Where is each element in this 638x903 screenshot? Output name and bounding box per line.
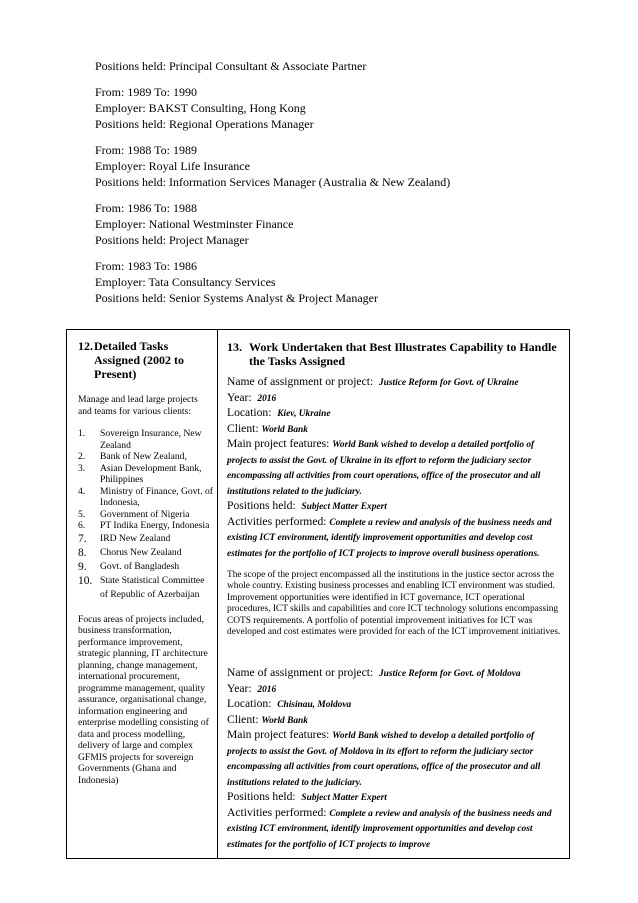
- employer-line: Employer: BAKST Consulting, Hong Kong: [95, 101, 306, 115]
- list-item: 9. Govt. of Bangladesh: [78, 560, 180, 573]
- client-list: [78, 428, 213, 602]
- positions-row: Positions held: Subject Matter Expert: [227, 790, 387, 804]
- project-entry: [227, 666, 563, 852]
- employment-history: [95, 58, 615, 316]
- history-block: [95, 200, 615, 248]
- employer-line: Employer: National Westminster Finance: [95, 217, 294, 231]
- assignment-name-row: Name of assignment or project: Justice Reform for Govt. of Ukraine: [227, 375, 519, 388]
- location-row: Location: Chisinau, Moldova: [227, 697, 352, 711]
- client-row: Client: World Bank: [227, 712, 308, 726]
- features-row: Main project features: World Bank wished to develop a detailed portfolio of projects to assist the Govt. of Ukraine in its effort to reform the judiciary sector encompassing all activities from court operations, office of the prosecutor and all institutions related to the judiciary.: [227, 437, 541, 497]
- year-row: Year: 2016: [227, 390, 277, 404]
- tasks-heading: [78, 339, 213, 381]
- list-item: 6. PT Indika Energy, Indonesia: [78, 520, 210, 531]
- list-item: 2. Bank of New Zealand,: [78, 451, 187, 462]
- work-heading: [227, 340, 563, 368]
- section-number: 12.: [78, 339, 93, 353]
- project-scope-text: The scope of the project encompassed all the institutions in the justice sector across the whole country. Existing business processes and enabling ICT environment was studied. Improvement opportunities were identified in ICT governance, ICT operational procedures, ICT skills and capabilities and core ICT technology solutions encompassing COTS requirements. A portfolio of potential improvement initiatives for ICT was developed and cost estimates were provided for each of the ICT improvement initiatives.: [227, 570, 561, 638]
- project-entry: [227, 375, 563, 638]
- list-item: 5. Government of Nigeria: [78, 508, 190, 520]
- history-block: [95, 84, 615, 132]
- positions-held-line: Positions held: Principal Consultant & Associate Partner: [95, 59, 367, 73]
- list-item: 1. Sovereign Insurance, New Zealand: [78, 428, 202, 451]
- section-title: Work Undertaken that Best Illustrates Capability to Handle the Tasks Assigned: [249, 340, 557, 368]
- section-number: 13.: [227, 340, 242, 354]
- focus-areas-text: Focus areas of projects included, business transformation, performance improvement, strategic planning, IT architecture planning, change management, international procurement, programme management, quality assurance, organisational change, information engineering and enterprise modelling consisting of data and process modelling, delivery of large and complex GFMIS projects for sovereign Governments (Ghana and Indonesia): [78, 613, 209, 786]
- section-title: Detailed Tasks Assigned (2002 to Present): [94, 339, 185, 381]
- location-row: Location: Kiev, Ukraine: [227, 406, 331, 419]
- period-line: From: 1989 To: 1990: [95, 85, 197, 99]
- features-row: Main project features: World Bank wished to develop a detailed portfolio of projects to assist the Govt. of Moldova in its effort to reform the judiciary sector encompassing all activities from court operations, office of the prosecutor and all institutions related to the judiciary.: [227, 728, 541, 788]
- positions-held-line: Positions held: Information Services Manager (Australia & New Zealand): [95, 175, 451, 189]
- positions-held-line: Positions held: Regional Operations Manager: [95, 117, 314, 131]
- period-line: From: 1983 To: 1986: [95, 259, 197, 273]
- positions-row: Positions held: Subject Matter Expert: [227, 499, 387, 512]
- employer-line: Employer: Tata Consultancy Services: [95, 275, 276, 289]
- list-item: 8. Chorus New Zealand: [78, 546, 182, 559]
- assignment-name-row: Name of assignment or project: Justice Reform for Govt. of Moldova: [227, 666, 521, 680]
- list-item: 7. IRD New Zealand: [78, 532, 171, 545]
- activities-row: Activities performed: Complete a review and analysis of the business needs and existing ICT environment, identify improvement opportunities and develop cost estimates for the portfolio of ICT projects to improve overall business operations.: [227, 514, 552, 559]
- history-block: [95, 142, 615, 190]
- work-undertaken-cell: [218, 330, 570, 859]
- list-item: 3. Asian Development Bank, Philippines: [78, 462, 202, 485]
- period-line: From: 1988 To: 1989: [95, 143, 197, 157]
- year-row: Year: 2016: [227, 681, 277, 695]
- period-line: From: 1986 To: 1988: [95, 201, 197, 215]
- tasks-cell: [67, 330, 218, 859]
- list-item: 10. State Statistical Committee of Republic of Azerbaijan: [78, 574, 205, 600]
- employer-line: Employer: Royal Life Insurance: [95, 159, 250, 173]
- positions-held-line: Positions held: Project Manager: [95, 233, 249, 247]
- history-block: [95, 258, 615, 306]
- activities-row: Activities performed: Complete a review and analysis of the business needs and existing ICT environment, identify improvement opportunities and develop cost estimates for the portfolio of ICT projects to improve: [227, 805, 552, 850]
- cv-table: [66, 329, 570, 859]
- history-block: [95, 58, 615, 74]
- tasks-intro: Manage and lead large projects and teams for various clients:: [78, 394, 198, 417]
- positions-held-line: Positions held: Senior Systems Analyst & Project Manager: [95, 291, 378, 305]
- list-item: 4. Ministry of Finance, Govt. of Indonesia,: [78, 485, 213, 508]
- client-row: Client: World Bank: [227, 421, 308, 435]
